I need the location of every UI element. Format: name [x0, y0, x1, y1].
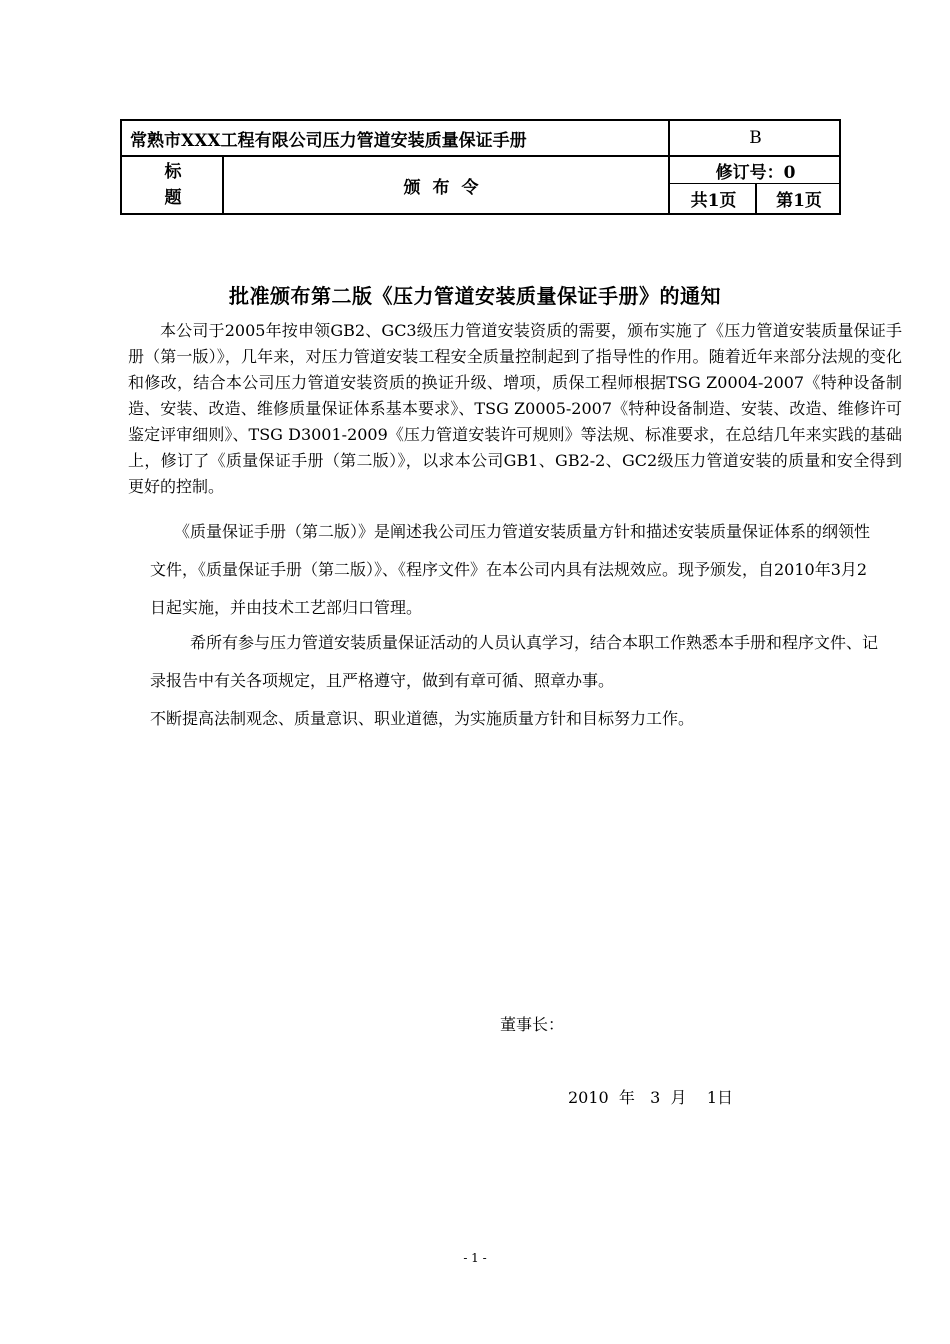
current-page: 第1页 [776, 191, 822, 211]
notice-title: 批准颁布第二版《压力管道安装质量保证手册》的通知 [229, 284, 721, 308]
paragraph-3 [150, 624, 880, 738]
title-label [122, 157, 224, 213]
header-table [120, 119, 841, 215]
paragraph-3-line-1: 希所有参与压力管道安装质量保证活动的人员认真学习，结合本职工作熟悉本手册和程序文件、记录报告中有关各项规定，且严格遵守，做到有章可循、照章办事。 [150, 633, 879, 690]
title-label-line2: 题 [164, 188, 182, 208]
paragraph-2: 《质量保证手册（第二版）》是阐述我公司压力管道安装质量方针和描述安装质量保证体系的纲领性文件，《质量保证手册（第二版）》、《程序文件》在本公司内具有法规效应。现予颁发，自2010年3月2日起实施，并由技术工艺部归口管理。 [150, 522, 871, 617]
chairman-label: 董事长： [500, 1015, 565, 1034]
title-label-line1: 标 [164, 162, 182, 182]
signature-date: 2010 年 3 月 1日 [568, 1088, 734, 1107]
document-title: 颁布令 [403, 177, 491, 198]
paragraph-3-line-2: 不断提高法制观念、质量意识、职业道德，为实施质量方针和目标努力工作。 [150, 709, 695, 728]
paragraph-1: 本公司于2005年按申领GB2、GC3级压力管道安装资质的需要，颁布实施了《压力管道安装质量保证手册（第一版）》，几年来，对压力管道安装工程安全质量控制起到了指导性的作用。随着近年来部分法规的变化和修改，结合本公司压力管道安装资质的换证升级、增项，质保工程师根据TSG Z0004-2007《特种设备制造、安装、改造、维修质量保证体系基本要求》、TSG Z0005-2007《特种设备制造、安装、改造、维修许可鉴定评审细则》、TSG D3001-2009《压力管道安装许可规则》等法规、标准要求，在总结几年来实践的基础上，修订了《质量保证手册（第二版）》，以求本公司GB1、GB2-2、GC2级压力管道安装的质量和安全得到更好的控制。 [128, 321, 902, 496]
manual-title: 常熟市XXX工程有限公司压力管道安装质量保证手册 [130, 130, 527, 151]
revision-number: 修订号：0 [715, 163, 796, 183]
total-pages: 共1页 [690, 191, 737, 211]
revision-letter: B [749, 128, 762, 148]
page-number: - 1 - [463, 1251, 487, 1265]
